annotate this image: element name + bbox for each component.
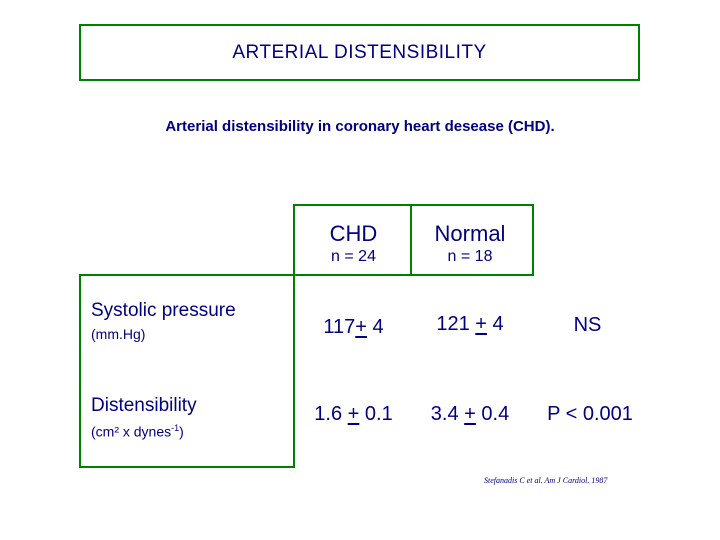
- table-line-mid: [79, 274, 534, 276]
- row-unit-systolic-pressure: (mm.Hg): [91, 326, 146, 342]
- table-line-col3: [532, 204, 534, 276]
- row-label-distensibility: Distensibility: [91, 395, 197, 416]
- subtitle: Arterial distensibility in coronary heart desease (CHD).: [165, 118, 555, 135]
- table-line-top: [293, 204, 534, 206]
- value-systolic-chd: 117+ 4: [323, 316, 384, 338]
- row-label-systolic-pressure: Systolic pressure: [91, 300, 236, 321]
- column-header-chd: CHD: [329, 221, 378, 246]
- value-distensibility-chd: 1.6 + 0.1: [314, 403, 393, 425]
- value-systolic-normal: 121 + 4: [436, 313, 504, 335]
- table-line-left: [79, 274, 81, 468]
- column-n-normal: n = 18: [447, 248, 493, 265]
- value-distensibility-normal: 3.4 + 0.4: [430, 403, 510, 425]
- table-line-bottom: [79, 466, 293, 468]
- title-box: [79, 24, 640, 81]
- citation: Stefanadis C et al. Am J Cardiol. 1987: [484, 476, 608, 485]
- column-n-chd: n = 24: [331, 248, 376, 265]
- significance-distensibility: P < 0.001: [547, 403, 633, 425]
- significance-systolic: NS: [573, 314, 602, 336]
- page-title: ARTERIAL DISTENSIBILITY: [232, 41, 487, 63]
- column-header-normal: Normal: [434, 221, 506, 246]
- row-unit-distensibility: (cm² x dynes$^{-1}$): [91, 423, 184, 440]
